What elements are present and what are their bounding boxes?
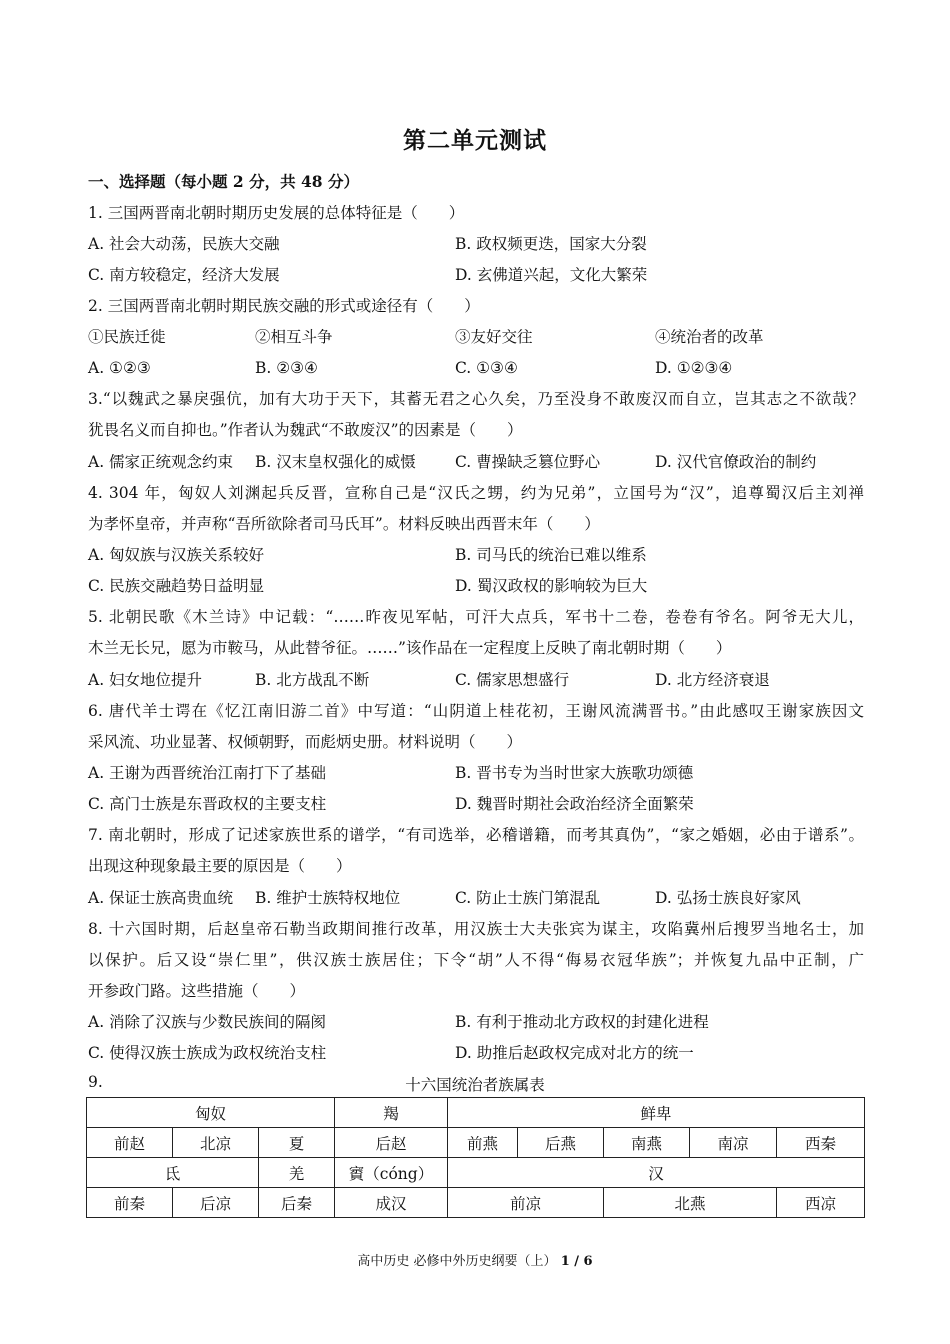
table-cell: 前燕 — [448, 1128, 518, 1158]
question-2-item-1: ①民族迁徙 — [88, 328, 166, 346]
question-3-stem-line-1: 3.“以魏武之暴戾强伉，加有大功于天下，其蓄无君之心久矣，乃至没身不敢废汉而自立，岂其志之不欲哉？ — [88, 390, 864, 408]
question-6-stem-line-2: 采风流、功业显著、权倾朝野，而彪炳史册。材料说明（ ） — [88, 733, 523, 751]
question-9-number: 9. — [88, 1073, 103, 1091]
question-1-option-d[interactable]: D. 玄佛道兴起，文化大繁荣 — [455, 266, 648, 284]
table-cell: 氐 — [87, 1158, 259, 1188]
table-row — [87, 1098, 865, 1128]
question-5-option-d[interactable]: D. 北方经济衰退 — [655, 671, 770, 689]
question-4-stem-line-2: 为孝怀皇帝，并声称“吾所欲除者司马氏耳”。材料反映出西晋末年（ ） — [88, 515, 600, 533]
table-cell: 西秦 — [777, 1128, 865, 1158]
question-2-stem: 2. 三国两晋南北朝时期民族交融的形式或途径有（ ） — [88, 297, 480, 315]
question-2-option-a[interactable]: A. ①②③ — [88, 359, 151, 377]
footer-text: 高中历史 必修中外历史纲要（上） — [357, 1254, 561, 1269]
table-row — [87, 1128, 865, 1158]
table-cell: 后燕 — [518, 1128, 604, 1158]
question-1-option-a[interactable]: A. 社会大动荡，民族大交融 — [88, 235, 280, 253]
question-7-option-b[interactable]: B. 维护士族特权地位 — [255, 889, 401, 907]
question-8-option-c[interactable]: C. 使得汉族士族成为政权统治支柱 — [88, 1044, 327, 1062]
question-5-stem-line-2: 木兰无长兄，愿为市鞍马，从此替爷征。……”该作品在一定程度上反映了南北朝时期（ ） — [88, 639, 732, 657]
question-3-option-c[interactable]: C. 曹操缺乏篡位野心 — [455, 453, 601, 471]
question-7-stem-line-2: 出现这种现象最主要的原因是（ ） — [88, 857, 352, 875]
page-title: 第二单元测试 — [403, 127, 547, 154]
table-cell: 前赵 — [87, 1128, 173, 1158]
question-7-option-a[interactable]: A. 保证士族高贵血统 — [88, 889, 234, 907]
question-7-stem-line-1: 7. 南北朝时，形成了记述家族世系的谱学，“有司选举，必稽谱籍，而考其真伪”，“家之婚姻，必由于谱系”。 — [88, 826, 864, 844]
question-3-option-d[interactable]: D. 汉代官僚政治的制约 — [655, 453, 817, 471]
question-2-item-3: ③友好交往 — [455, 328, 533, 346]
question-5-stem-line-1: 5. 北朝民歌《木兰诗》中记载：“……昨夜见军帖，可汗大点兵，军书十二卷，卷卷有爷名。阿爷无大儿， — [88, 608, 864, 626]
question-2-option-c[interactable]: C. ①③④ — [455, 359, 518, 377]
table-cell: 后赵 — [335, 1128, 448, 1158]
table-cell: 前秦 — [87, 1188, 173, 1218]
question-4-option-c[interactable]: C. 民族交融趋势日益明显 — [88, 577, 265, 595]
table-cell: 成汉 — [335, 1188, 448, 1218]
table-caption: 十六国统治者族属表 — [405, 1076, 545, 1094]
table-row — [87, 1158, 865, 1188]
question-6-option-c[interactable]: C. 高门士族是东晋政权的主要支柱 — [88, 795, 327, 813]
table-row — [87, 1188, 865, 1218]
question-3-stem-line-2: 犹畏名义而自抑也。”作者认为魏武“不敢废汉”的因素是（ ） — [88, 421, 523, 439]
question-8-stem-line-1: 8. 十六国时期，后赵皇帝石勒当政期间推行改革，用汉族士大夫张宾为谋主，攻陷冀州后搜罗当地名士，加 — [88, 920, 864, 938]
question-1-option-c[interactable]: C. 南方较稳定，经济大发展 — [88, 266, 280, 284]
question-4-stem-line-1: 4. 304 年，匈奴人刘渊起兵反晋，宣称自己是“汉氏之甥，约为兄弟”，立国号为“汉”，追尊蜀汉后主刘禅 — [88, 484, 864, 502]
question-7-option-c[interactable]: C. 防止士族门第混乱 — [455, 889, 601, 907]
question-2-item-4: ④统治者的改革 — [655, 328, 764, 346]
table-cell: 賨（cóng） — [335, 1158, 448, 1188]
table-cell: 西凉 — [777, 1188, 865, 1218]
question-4-option-b[interactable]: B. 司马氏的统治已难以维系 — [455, 546, 647, 564]
tribes-table — [86, 1097, 865, 1218]
question-8-option-b[interactable]: B. 有利于推动北方政权的封建化进程 — [455, 1013, 709, 1031]
question-8-option-d[interactable]: D. 助推后赵政权完成对北方的统一 — [455, 1044, 694, 1062]
table-cell: 前凉 — [448, 1188, 604, 1218]
table-cell: 羯 — [335, 1098, 448, 1128]
table-cell: 南凉 — [690, 1128, 777, 1158]
question-6-stem-line-1: 6. 唐代羊士谔在《忆江南旧游二首》中写道：“山阴道上桂花初，王谢风流满晋书。”由此感叹王谢家族因文 — [88, 702, 864, 720]
question-5-option-a[interactable]: A. 妇女地位提升 — [88, 671, 203, 689]
question-8-stem-line-2: 以保护。后又设“崇仁里”，供汉族士族居住；下令“胡”人不得“侮易衣冠华族”；并恢复九品中正制，广 — [88, 951, 864, 969]
table-cell: 夏 — [259, 1128, 335, 1158]
question-3-option-b[interactable]: B. 汉末皇权强化的威慑 — [255, 453, 416, 471]
question-2-option-d[interactable]: D. ①②③④ — [655, 359, 733, 377]
table-cell: 北凉 — [173, 1128, 259, 1158]
table-cell: 羌 — [259, 1158, 335, 1188]
question-7-option-d[interactable]: D. 弘扬士族良好家风 — [655, 889, 801, 907]
question-4-option-d[interactable]: D. 蜀汉政权的影响较为巨大 — [455, 577, 648, 595]
table-cell: 鲜卑 — [448, 1098, 865, 1128]
question-8-stem-line-3: 开参政门路。这些措施（ ） — [88, 982, 306, 1000]
table-cell: 汉 — [448, 1158, 865, 1188]
table-cell: 后凉 — [173, 1188, 259, 1218]
question-5-option-c[interactable]: C. 儒家思想盛行 — [455, 671, 570, 689]
table-cell: 北燕 — [604, 1188, 777, 1218]
question-8-option-a[interactable]: A. 消除了汉族与少数民族间的隔阂 — [88, 1013, 327, 1031]
question-2-option-b[interactable]: B. ②③④ — [255, 359, 318, 377]
table-cell: 后秦 — [259, 1188, 335, 1218]
question-6-option-d[interactable]: D. 魏晋时期社会政治经济全面繁荣 — [455, 795, 694, 813]
page-footer — [0, 1250, 950, 1269]
page-number: 1 / 6 — [560, 1254, 593, 1269]
table-cell: 匈奴 — [87, 1098, 335, 1128]
question-2-item-2: ②相互斗争 — [255, 328, 333, 346]
section-heading: 一、选择题（每小题 2 分，共 48 分） — [88, 172, 359, 191]
table-cell: 南燕 — [604, 1128, 690, 1158]
question-3-option-a[interactable]: A. 儒家正统观念约束 — [88, 453, 234, 471]
question-4-option-a[interactable]: A. 匈奴族与汉族关系较好 — [88, 546, 265, 564]
question-6-option-a[interactable]: A. 王谢为西晋统治江南打下了基础 — [88, 764, 327, 782]
question-1-stem: 1. 三国两晋南北朝时期历史发展的总体特征是（ ） — [88, 204, 465, 222]
question-6-option-b[interactable]: B. 晋书专为当时世家大族歌功颂德 — [455, 764, 694, 782]
question-5-option-b[interactable]: B. 北方战乱不断 — [255, 671, 370, 689]
question-1-option-b[interactable]: B. 政权频更迭，国家大分裂 — [455, 235, 647, 253]
